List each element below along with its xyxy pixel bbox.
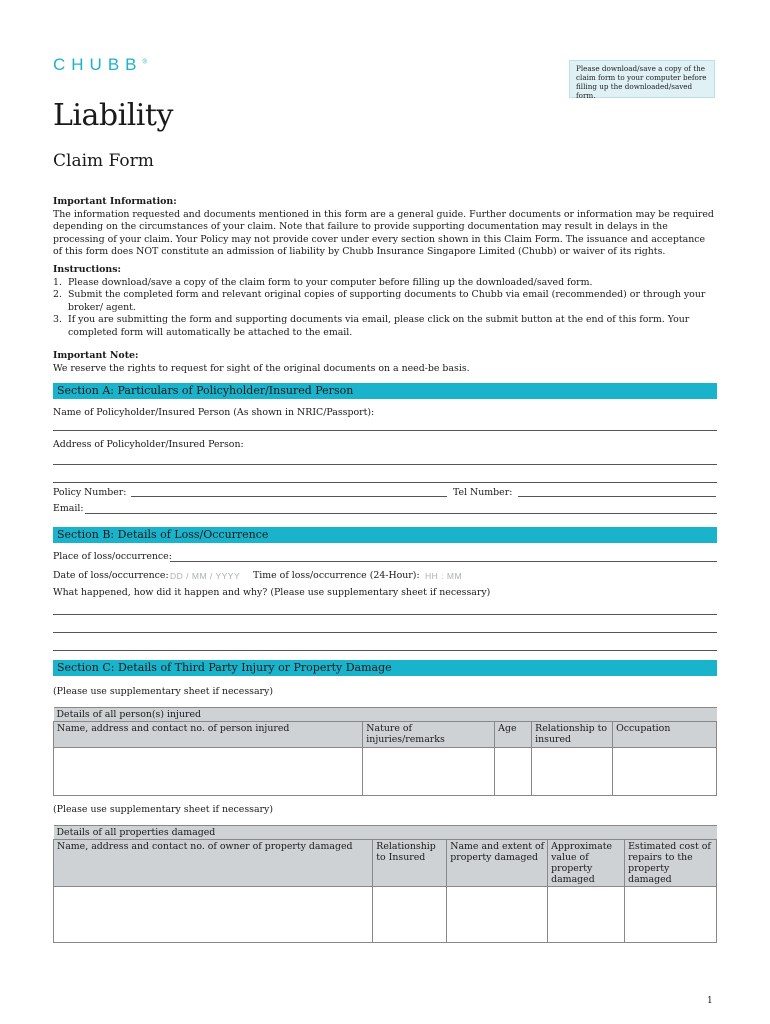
property-col-repair-cost: Estimated cost of repairs to the property damaged [625, 840, 717, 887]
injured-col-name: Name, address and contact no. of person injured [54, 722, 363, 748]
injured-col-age: Age [495, 722, 532, 748]
place-of-loss-field[interactable] [170, 561, 717, 562]
page-title: Liability [53, 98, 173, 133]
property-col-relationship: Relationship to Insured [373, 840, 447, 887]
address-field-line-1[interactable] [53, 464, 717, 465]
instruction-item: 2. Submit the completed form and relevant original copies of supporting documents to Chubb via email (recommended) or through your broker/ agent. [53, 289, 706, 313]
address-field-line-2[interactable] [53, 482, 717, 483]
supplementary-note: (Please use supplementary sheet if necessary) [53, 804, 273, 815]
property-table-caption: Details of all properties damaged [54, 826, 717, 840]
policyholder-name-label: Name of Policyholder/Insured Person (As shown in NRIC/Passport): [53, 407, 375, 418]
property-value-cell[interactable] [548, 887, 625, 943]
injured-col-occupation: Occupation [613, 722, 717, 748]
section-a-header: Section A: Particulars of Policyholder/Insured Person [53, 383, 717, 399]
section-c-header: Section C: Details of Third Party Injury or Property Damage [53, 660, 717, 676]
property-relationship-cell[interactable] [373, 887, 447, 943]
email-label: Email: [53, 503, 84, 514]
property-owner-cell[interactable] [54, 887, 373, 943]
policy-number-field[interactable] [131, 496, 447, 497]
properties-damaged-table [53, 825, 717, 943]
injured-table-caption: Details of all person(s) injured [54, 708, 717, 722]
property-extent-cell[interactable] [447, 887, 548, 943]
tel-number-label: Tel Number: [453, 487, 513, 498]
property-repair-cost-cell[interactable] [625, 887, 717, 943]
injured-occupation-cell[interactable] [613, 748, 717, 796]
property-col-owner: Name, address and contact no. of owner of property damaged [54, 840, 373, 887]
tel-number-field[interactable] [518, 496, 716, 497]
instructions-heading: Instructions: [53, 264, 121, 275]
injured-col-relationship: Relationship to insured [532, 722, 613, 748]
injured-age-cell[interactable] [495, 748, 532, 796]
download-notice: Please download/save a copy of the claim form to your computer before filling up the downloaded/saved form. [569, 60, 715, 98]
place-of-loss-label: Place of loss/occurrence: [53, 551, 172, 562]
date-of-loss-input[interactable]: DD / MM / YYYY [170, 571, 241, 581]
important-information [53, 196, 717, 259]
property-col-extent: Name and extent of property damaged [447, 840, 548, 887]
what-happened-label: What happened, how did it happen and why? (Please use supplementary sheet if necessary) [53, 587, 491, 598]
page-subtitle: Claim Form [53, 151, 154, 171]
policyholder-name-field[interactable] [53, 430, 717, 431]
injured-relationship-cell[interactable] [532, 748, 613, 796]
instruction-item: 1. Please download/save a copy of the claim form to your computer before filling up the downloaded/saved form. [53, 276, 593, 288]
time-of-loss-label: Time of loss/occurrence (24-Hour): [253, 570, 420, 581]
time-of-loss-input[interactable]: HH : MM [425, 571, 463, 581]
what-happened-line-1[interactable] [53, 614, 717, 615]
important-info-body: The information requested and documents mentioned in this form are a general guide. Further documents or information may be required depending on the circumstances of your claim. Note that failure to provide supporting documentation may result in delays in the processing of your claim. Your Policy may not provide cover under every section shown in this Claim Form. The issuance and acceptance of this form does NOT constitute an admission of liability by Chubb Insurance Singapore Limited (Chubb) or waiver of its rights. [53, 208, 714, 258]
injured-col-nature: Nature of injuries/remarks [363, 722, 495, 748]
address-label: Address of Policyholder/Insured Person: [53, 439, 244, 450]
what-happened-line-3[interactable] [53, 650, 717, 651]
supplementary-note: (Please use supplementary sheet if necessary) [53, 686, 273, 697]
instruction-item: 3. If you are submitting the form and supporting documents via email, please click on the submit button at the end of this form. Your completed form will automatically be attached to the email. [53, 314, 690, 338]
important-info-heading: Important Information: [53, 196, 177, 207]
chubb-logo: CHUBB® [53, 55, 147, 74]
page-number: 1 [707, 996, 713, 1006]
important-note [53, 350, 717, 375]
injured-nature-cell[interactable] [363, 748, 495, 796]
injured-persons-table [53, 707, 717, 796]
injured-name-cell[interactable] [54, 748, 363, 796]
policy-number-label: Policy Number: [53, 487, 127, 498]
instructions-list [53, 277, 717, 340]
instructions [53, 264, 717, 340]
important-note-heading: Important Note: [53, 350, 139, 361]
property-col-value: Approximate value of property damaged [548, 840, 625, 887]
date-of-loss-label: Date of loss/occurrence: [53, 570, 169, 581]
email-field[interactable] [85, 513, 717, 514]
important-note-body: We reserve the rights to request for sight of the original documents on a need-be basis. [53, 362, 470, 374]
section-b-header: Section B: Details of Loss/Occurrence [53, 527, 717, 543]
what-happened-line-2[interactable] [53, 632, 717, 633]
